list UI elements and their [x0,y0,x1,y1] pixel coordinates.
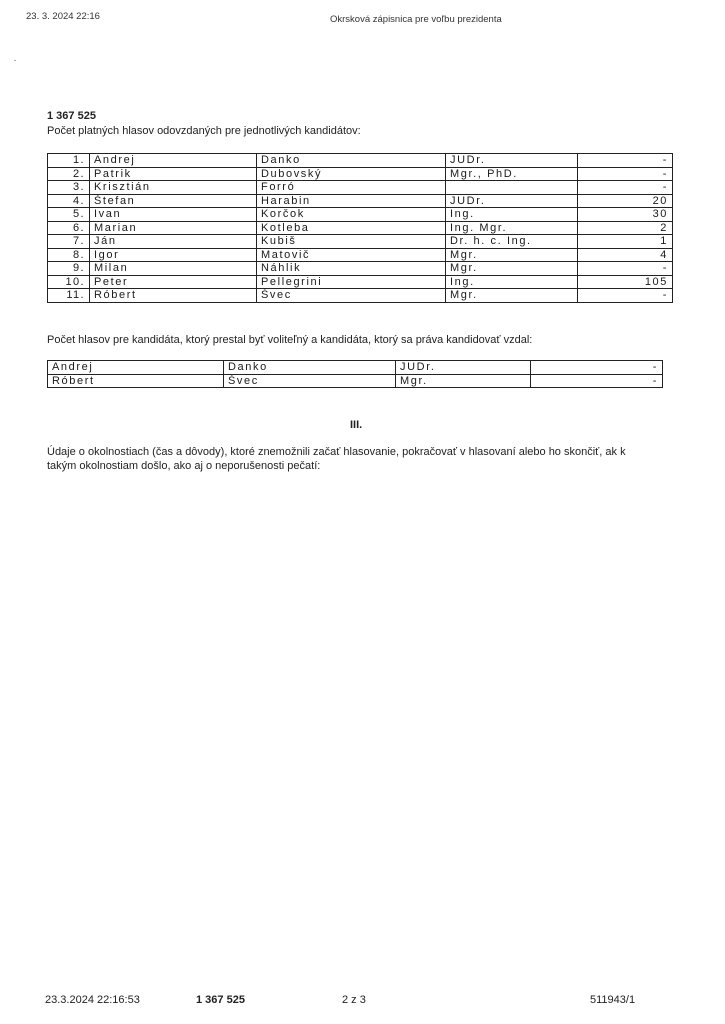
page-number: 2 z 3 [342,994,366,1006]
section-roman-numeral: III. [350,419,363,431]
candidate-first-name: Krisztián [90,181,257,195]
withdrawn-title: JUDr. [396,361,531,375]
candidate-row [48,235,673,249]
candidate-votes: 20 [578,194,673,208]
candidate-first-name: Andrej [90,154,257,168]
candidate-first-name: Marian [90,221,257,235]
withdrawn-row [48,374,663,388]
candidate-row [48,275,673,289]
withdrawn-title: Mgr. [396,374,531,388]
candidate-votes: 2 [578,221,673,235]
candidate-title [446,181,578,195]
candidate-last-name: Kubiš [257,235,446,249]
withdrawn-last-name: Danko [224,361,396,375]
candidate-title: Mgr. [446,262,578,276]
candidate-number: 6. [48,221,90,235]
candidate-title: JUDr. [446,194,578,208]
candidate-title: JUDr. [446,154,578,168]
candidate-votes: 1 [578,235,673,249]
withdrawn-last-name: Švec [224,374,396,388]
candidate-title: Ing. [446,208,578,222]
candidate-votes: - [578,181,673,195]
withdrawn-votes: - [531,374,663,388]
candidate-last-name: Danko [257,154,446,168]
withdrawn-row [48,361,663,375]
candidate-last-name: Kotleba [257,221,446,235]
candidate-last-name: Švec [257,289,446,303]
candidate-number: 3. [48,181,90,195]
footer-datetime: 23.3.2024 22:16:53 [45,994,140,1006]
section-number: 1 367 525 [47,110,96,122]
candidate-number: 1. [48,154,90,168]
candidate-first-name: Ján [90,235,257,249]
candidate-first-name: Patrik [90,167,257,181]
candidate-votes: 30 [578,208,673,222]
candidate-votes: 105 [578,275,673,289]
candidate-votes: - [578,289,673,303]
header-datetime: 23. 3. 2024 22:16 [26,11,100,22]
withdrawn-table [47,360,663,388]
document-title: Okrsková zápisnica pre voľbu prezidenta [330,14,502,25]
candidate-number: 11. [48,289,90,303]
candidate-votes: 4 [578,248,673,262]
footer-code: 511943/1 [590,994,636,1006]
withdrawn-votes: - [531,361,663,375]
candidate-number: 9. [48,262,90,276]
candidate-last-name: Náhlik [257,262,446,276]
candidate-votes: - [578,262,673,276]
candidate-number: 10. [48,275,90,289]
candidate-row [48,167,673,181]
candidate-row [48,181,673,195]
candidate-number: 5. [48,208,90,222]
candidate-number: 4. [48,194,90,208]
candidate-first-name: Peter [90,275,257,289]
candidate-title: Dr. h. c. Ing. [446,235,578,249]
candidate-first-name: Štefan [90,194,257,208]
candidate-first-name: Igor [90,248,257,262]
candidate-last-name: Pellegrini [257,275,446,289]
withdrawn-first-name: Andrej [48,361,224,375]
candidate-last-name: Harabin [257,194,446,208]
candidate-last-name: Dubovský [257,167,446,181]
candidate-title: Mgr., PhD. [446,167,578,181]
candidate-first-name: Ivan [90,208,257,222]
candidate-number: 7. [48,235,90,249]
candidate-row [48,289,673,303]
circumstances-text: Údaje o okolnostiach (čas a dôvody), ktoré znemožnili začať hlasovanie, pokračovať v hlasovaní alebo ho skončiť, ak k takým okolnostiam došlo, ako aj o neporušenosti pečatí: [47,446,626,472]
scan-speck [14,60,16,61]
candidate-title: Ing. Mgr. [446,221,578,235]
candidate-last-name: Forró [257,181,446,195]
candidate-row [48,221,673,235]
candidate-last-name: Matovič [257,248,446,262]
candidate-row [48,154,673,168]
votes-heading: Počet platných hlasov odovzdaných pre jednotlivých kandidátov: [47,125,361,137]
candidate-row [48,208,673,222]
candidate-row [48,194,673,208]
candidate-first-name: Milan [90,262,257,276]
candidate-last-name: Korčok [257,208,446,222]
candidate-number: 8. [48,248,90,262]
candidate-row [48,262,673,276]
withdrawn-first-name: Róbert [48,374,224,388]
candidates-table [47,153,673,303]
withdrawn-heading: Počet hlasov pre kandidáta, ktorý prestal byť voliteľný a kandidáta, ktorý sa práva kandidovať vzdal: [47,334,533,346]
candidate-first-name: Róbert [90,289,257,303]
candidate-title: Ing. [446,275,578,289]
candidate-title: Mgr. [446,248,578,262]
candidate-number: 2. [48,167,90,181]
candidate-title: Mgr. [446,289,578,303]
candidate-votes: - [578,167,673,181]
candidate-votes: - [578,154,673,168]
candidate-row [48,248,673,262]
footer-number: 1 367 525 [196,994,245,1006]
